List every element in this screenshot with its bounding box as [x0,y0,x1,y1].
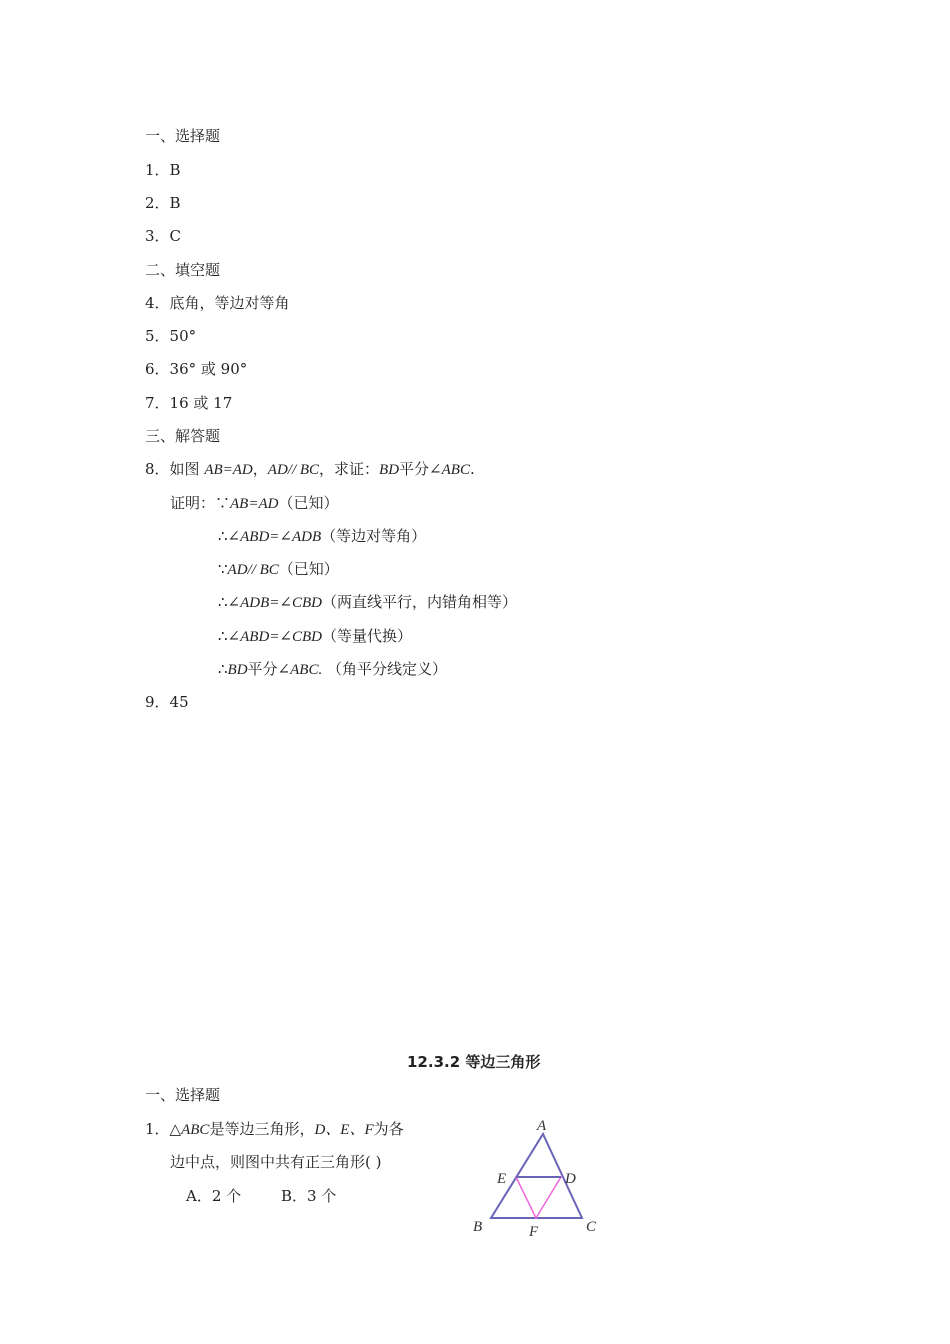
q1-prefix: 1．△ [145,1120,182,1138]
proof-sym-2: ∴∠ [218,527,241,545]
option-a: A．2 个 [186,1187,242,1205]
q8-prefix: 8．如图 [145,460,205,478]
answer-3: 3．C [145,227,182,245]
proof-sym-6: ∴ [218,660,228,678]
proof-expr-2: ABD=∠ADB [240,529,322,545]
proof-reason-4: （两直线平行，内错角相等） [321,593,517,611]
answer-1: 1．B [145,161,181,179]
q8-mid: ，求证： [319,460,380,478]
proof-line-6 [218,659,447,680]
proof-reason-5: （等量代换） [321,627,412,645]
label-a: A [537,1118,547,1134]
section-title: 12.3.2 等边三角形 [407,1053,541,1071]
question-1-line-2: 边中点，则图中共有正三角形( ) [170,1153,382,1171]
proof-expr-3: AD// BC [227,562,279,578]
proof-expr-6: BD [227,662,248,678]
answer-4: 4．底角，等边对等角 [145,294,290,312]
q1-text: 是等边三角形， [209,1120,315,1138]
q8-end: . [469,460,475,478]
proof-reason-6: （角平分线定义） [322,660,447,678]
answer-9: 9．45 [145,693,189,711]
proof-line-4 [218,592,517,613]
section-heading-fill: 二、填空题 [145,261,221,279]
proof-label: 证明：∵ [170,494,231,512]
proof-line-5 [218,626,412,647]
q8-abc: ABC [441,462,470,478]
proof-sym-5: ∴∠ [218,627,241,645]
q1-end: 为各 [373,1120,404,1138]
question-1 [145,1119,404,1140]
proof-expr-4: ADB=∠CBD [240,595,322,611]
label-b: B [473,1219,483,1235]
answer-7: 7．16 或 17 [145,394,233,412]
triangle-figure [465,1110,615,1245]
proof-sym-3: ∵ [218,560,228,578]
proof-expr-5: ABD=∠CBD [240,629,322,645]
proof-expr-6b: ABC. [290,662,323,678]
proof-line-1 [170,493,338,514]
proof-line-2 [218,526,426,547]
q8-bd: BD [379,462,400,478]
proof-sym-4: ∴∠ [218,593,241,611]
label-e: E [497,1171,507,1187]
proof-mid-6: 平分∠ [247,660,291,678]
question-8 [145,459,475,480]
answer-5: 5．50° [145,327,197,345]
section-heading-choice: 一、选择题 [145,127,221,145]
q8-ab-ad: AB=AD [204,462,253,478]
option-b: B．3 个 [281,1187,337,1205]
q1-abc: ABC [181,1122,210,1138]
section-heading-choice-2: 一、选择题 [145,1086,221,1104]
q1-def: D、E、F [314,1122,374,1138]
label-d: D [565,1171,576,1187]
label-f: F [529,1224,539,1240]
q8-bisect: 平分∠ [399,460,442,478]
section-heading-solve: 三、解答题 [145,427,221,445]
inner-triangle [516,1177,561,1218]
label-c: C [586,1219,597,1235]
proof-reason-3: （已知） [278,560,339,578]
q8-ad-bc: AD// BC [267,462,320,478]
proof-expr-1: AB=AD [230,496,279,512]
proof-reason-1: （已知） [278,494,339,512]
proof-line-3 [218,559,339,580]
answer-2: 2．B [145,194,181,212]
q8-sep: ， [252,460,268,478]
answer-6: 6．36° 或 90° [145,360,248,378]
proof-reason-2: （等边对等角） [321,527,427,545]
